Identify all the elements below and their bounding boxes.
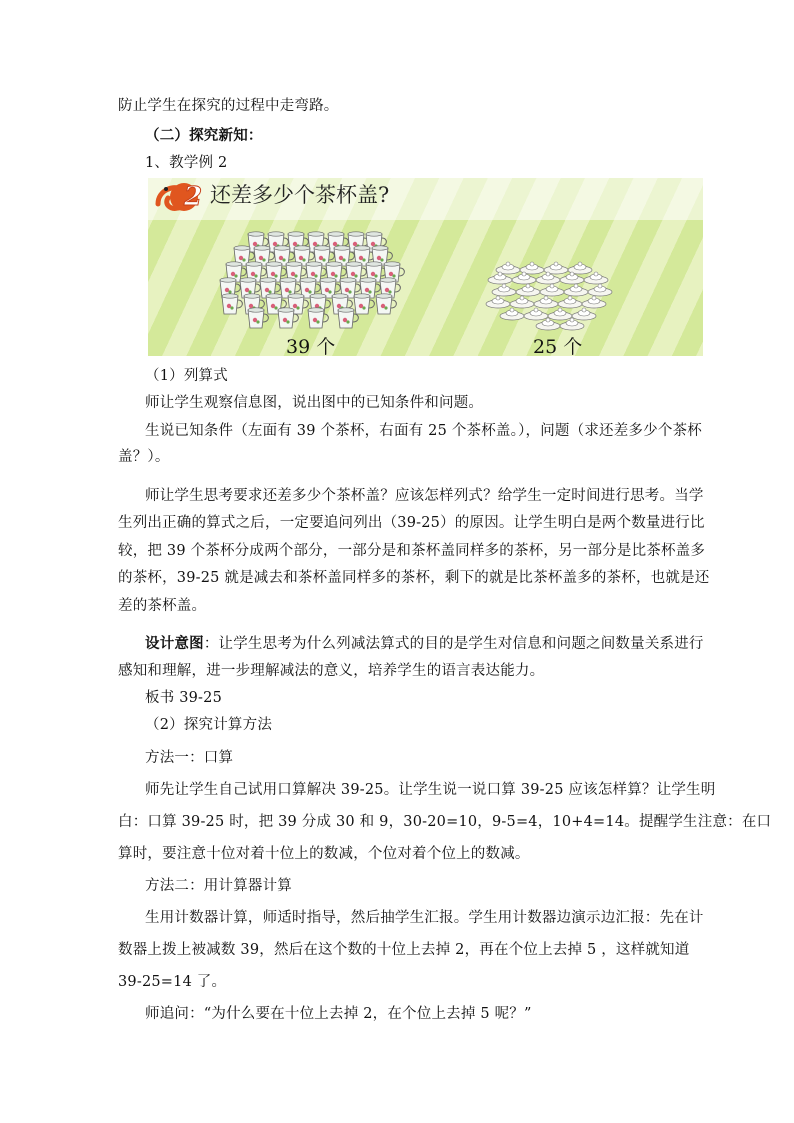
cup-lid-icon bbox=[500, 308, 524, 320]
example-label: 1、教学例 2 bbox=[145, 155, 228, 171]
cup-lid-icon bbox=[572, 308, 596, 320]
text-line: 感知和理解，进一步理解减法的意义，培养学生的语言表达能力。 bbox=[118, 663, 545, 679]
teacup-icon bbox=[222, 294, 242, 314]
design-intent-line bbox=[145, 634, 704, 654]
cup-lid-icon bbox=[486, 296, 510, 308]
design-intent-text: 让学生思考为什么列减法算式的目的是学生对信息和问题之间数量关系进行 bbox=[218, 636, 704, 652]
cup-lid-icon bbox=[510, 296, 534, 308]
cup-lid-icon bbox=[564, 284, 588, 296]
subheading: （1）列算式 bbox=[145, 368, 228, 384]
text-line: 生说已知条件（左面有 39 个茶杯，右面有 25 个茶杯盖。），问题（求还差多少个茶杯 bbox=[145, 423, 702, 439]
text-line: 的茶杯，39-25 就是减去和茶杯盖同样多的茶杯，剩下的就是比茶杯盖多的茶杯，也就是还 bbox=[118, 570, 710, 586]
method-heading: 方法一：口算 bbox=[145, 750, 234, 766]
text-line: 39-25=14 了。 bbox=[118, 974, 227, 990]
cup-lid-icon bbox=[516, 284, 540, 296]
text-line: 师先让学生自己试用口算解决 39-25。让学生说一说口算 39-25 应该怎样算？让学生明 bbox=[145, 782, 716, 798]
design-intent-label: 设计意图 bbox=[145, 635, 204, 652]
cup-lid-icon bbox=[492, 284, 516, 296]
cups-count-label: 39 个 bbox=[286, 336, 336, 356]
cup-lid-icon bbox=[540, 284, 564, 296]
figure-title: 还差多少个茶杯盖? bbox=[210, 183, 390, 207]
design-intent-separator: ： bbox=[203, 636, 219, 652]
text-line: 算时，要注意十位对着十位上的数减，个位对着个位上的数减。 bbox=[118, 846, 530, 862]
cup-lid-icon bbox=[524, 308, 548, 320]
cup-lid-icon bbox=[584, 272, 608, 284]
teacup-icon bbox=[308, 308, 328, 328]
cup-lid-icon bbox=[582, 296, 606, 308]
text-line: 数器上拨上被减数 39，然后在这个数的十位上去掉 2，再在个位上去掉 5 ，这样就知道 bbox=[118, 942, 690, 958]
text-line: 师让学生观察信息图，说出图中的已知条件和问题。 bbox=[145, 395, 484, 411]
board-writing: 板书 39-25 bbox=[145, 690, 223, 706]
teacup-group bbox=[148, 178, 703, 356]
cup-lid-icon bbox=[588, 284, 612, 296]
example-figure bbox=[148, 178, 703, 356]
text-line: 师追问：“为什么要在十位上去掉 2，在个位上去掉 5 呢？” bbox=[145, 1006, 532, 1022]
cup-lid-icon bbox=[548, 308, 572, 320]
text-line: 师让学生思考要求还差多少个茶杯盖？应该怎样列式？给学生一定时间进行思考。当学 bbox=[145, 488, 704, 504]
text-line: 白：口算 39-25 时，把 39 分成 30 和 9，30-20=10，9-5=4，10+4=14。提醒学生注意：在口 bbox=[118, 814, 772, 830]
text-line: 较，把 39 个茶杯分成两个部分，一部分是和茶杯盖同样多的茶杯，另一部分是比茶杯盖多 bbox=[118, 543, 706, 559]
teacup-icon bbox=[248, 308, 268, 328]
section-heading: （二）探究新知： bbox=[145, 127, 263, 144]
method-heading: 方法二：用计算器计算 bbox=[145, 878, 292, 894]
lids-count-label: 25 个 bbox=[533, 336, 583, 356]
text-line: 差的茶杯盖。 bbox=[118, 598, 207, 614]
text-line: 生用计数器计算，师适时指导，然后抽学生汇报。学生用计数器边演示边汇报：先在计 bbox=[145, 910, 704, 926]
text-line: 盖？）。 bbox=[118, 449, 170, 465]
subheading: （2）探究计算方法 bbox=[145, 717, 273, 733]
text-line: 防止学生在探究的过程中走弯路。 bbox=[118, 98, 339, 114]
cup-lid-icon bbox=[558, 296, 582, 308]
example-number: 2 bbox=[184, 182, 203, 212]
text-line: 生列出正确的算式之后，一定要追问列出（39-25）的原因。让学生明白是两个数量进行比 bbox=[118, 515, 705, 531]
cup-lid-icon bbox=[534, 296, 558, 308]
